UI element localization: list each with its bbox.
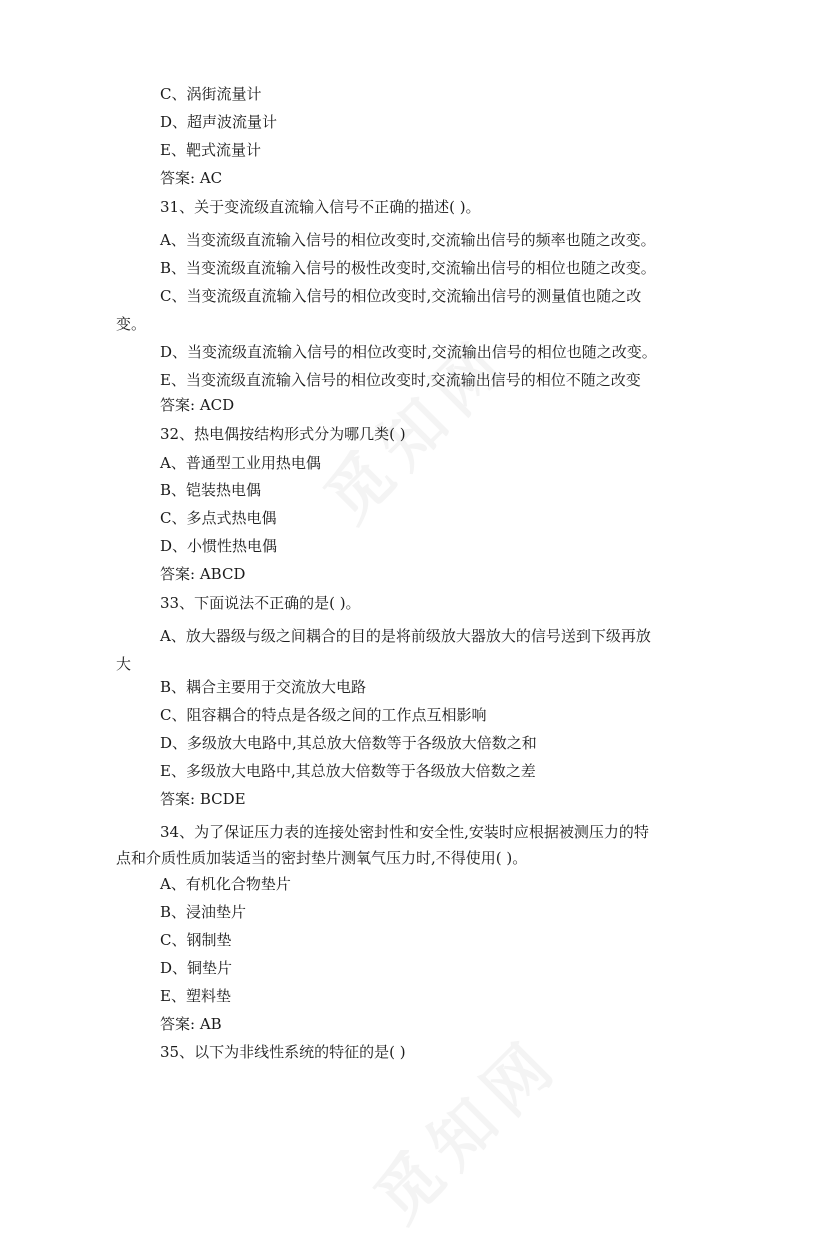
option-a-q34: A、有机化合物垫片: [160, 875, 291, 893]
answer-q31: 答案: ACD: [160, 396, 235, 414]
question-34-continued: 点和介质性质加装适当的密封垫片测氧气压力时,不得使用( )。: [116, 849, 528, 867]
option-a-q33: A、放大器级与级之间耦合的目的是将前级放大器放大的信号送到下级再放: [160, 627, 651, 645]
option-e-q33: E、多级放大电路中,其总放大倍数等于各级放大倍数之差: [160, 762, 536, 780]
option-d-q32: D、小惯性热电偶: [160, 537, 278, 555]
option-d-q31: D、当变流级直流输入信号的相位改变时,交流输出信号的相位也随之改变。: [160, 343, 657, 361]
question-31: 31、关于变流级直流输入信号不正确的描述( )。: [160, 198, 481, 216]
option-e-q31: E、当变流级直流输入信号的相位改变时,交流输出信号的相位不随之改变: [160, 371, 641, 389]
option-c-q30: C、涡街流量计: [160, 85, 262, 103]
question-34: 34、为了保证压力表的连接处密封性和安全性,安装时应根据被测压力的特: [160, 823, 649, 841]
option-b-q32: B、铠装热电偶: [160, 481, 262, 499]
option-e-q34: E、塑料垫: [160, 987, 231, 1005]
option-c-q33: C、阻容耦合的特点是各级之间的工作点互相影响: [160, 706, 487, 724]
option-d-q30: D、超声波流量计: [160, 113, 278, 131]
question-35: 35、以下为非线性系统的特征的是( ): [160, 1043, 406, 1061]
option-c-q32: C、多点式热电偶: [160, 509, 277, 527]
option-b-q33: B、耦合主要用于交流放大电路: [160, 678, 367, 696]
option-c-q34: C、钢制垫: [160, 931, 232, 949]
option-a-q33-continued: 大: [116, 655, 132, 673]
question-33: 33、下面说法不正确的是( )。: [160, 594, 361, 612]
option-b-q34: B、浸油垫片: [160, 903, 247, 921]
option-d-q34: D、铜垫片: [160, 959, 233, 977]
answer-q34: 答案: AB: [160, 1015, 222, 1033]
option-e-q30: E、靶式流量计: [160, 141, 261, 159]
option-c-q31: C、当变流级直流输入信号的相位改变时,交流输出信号的测量值也随之改: [160, 287, 642, 305]
answer-q32: 答案: ABCD: [160, 565, 246, 583]
question-32: 32、热电偶按结构形式分为哪几类( ): [160, 425, 406, 443]
option-a-q32: A、普通型工业用热电偶: [160, 454, 321, 472]
option-c-q31-continued: 变。: [116, 315, 147, 333]
option-a-q31: A、当变流级直流输入信号的相位改变时,交流输出信号的频率也随之改变。: [160, 231, 656, 249]
answer-q30: 答案: AC: [160, 169, 223, 187]
answer-q33: 答案: BCDE: [160, 790, 246, 808]
option-b-q31: B、当变流级直流输入信号的极性改变时,交流输出信号的相位也随之改变。: [160, 259, 656, 277]
option-d-q33: D、多级放大电路中,其总放大倍数等于各级放大倍数之和: [160, 734, 537, 752]
